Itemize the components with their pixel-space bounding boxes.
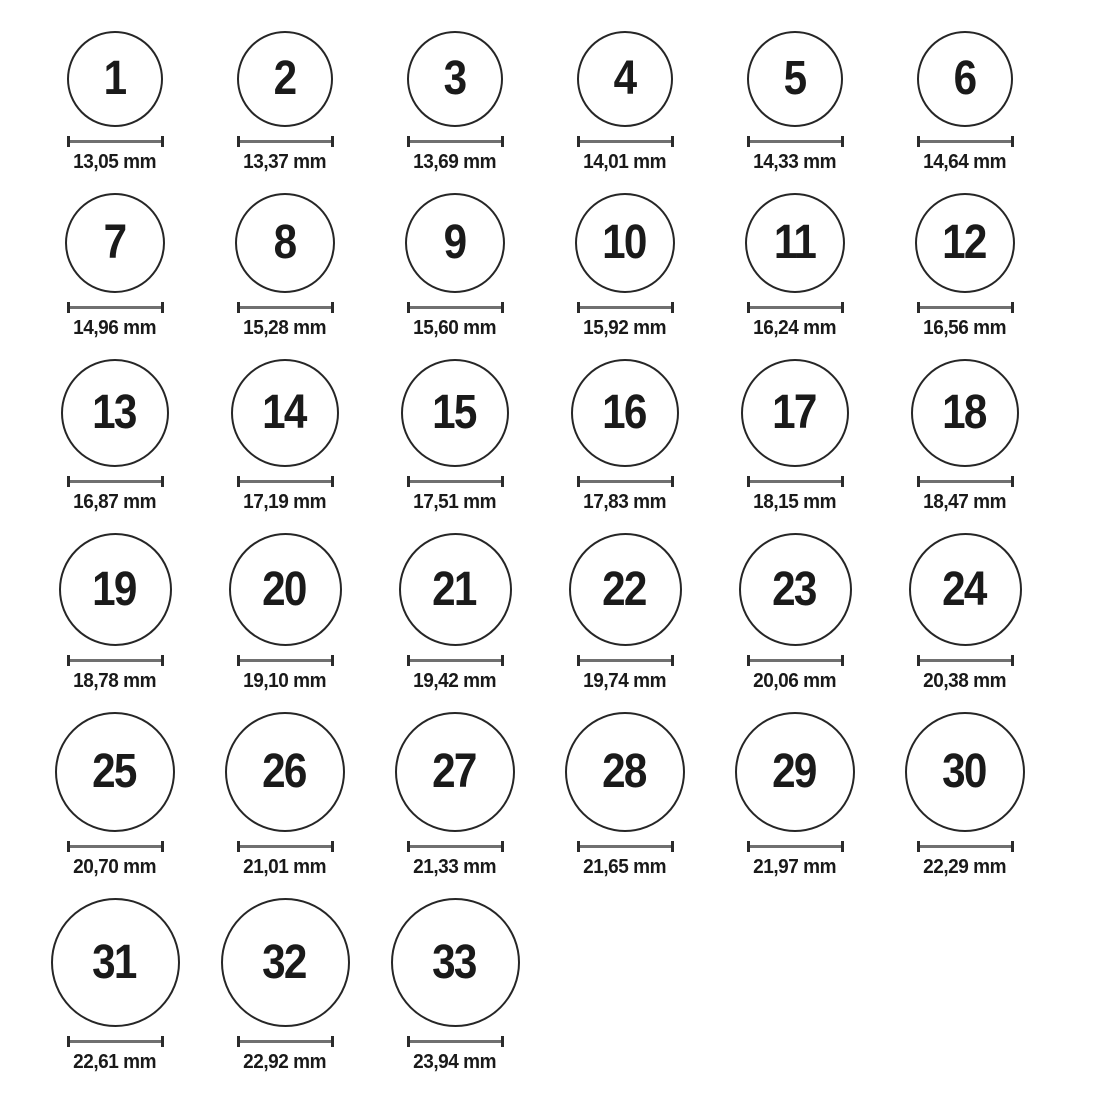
diameter-measure-line	[407, 302, 504, 313]
ring-size-cell	[405, 193, 505, 339]
ring-size-cell	[735, 712, 855, 878]
ring-circle	[401, 359, 509, 467]
ring-diameter-label: 17,51 mm	[413, 491, 497, 513]
ring-diameter-label: 22,92 mm	[243, 1051, 327, 1073]
ring-diameter-label: 13,37 mm	[243, 151, 327, 173]
diameter-measure-line	[917, 302, 1014, 313]
ring-circle	[577, 31, 673, 127]
measure-bar	[240, 659, 331, 662]
measure-bar	[240, 845, 331, 848]
ring-size-cell	[909, 533, 1022, 692]
ring-size-number: 4	[613, 52, 635, 105]
ring-diameter-label: 20,06 mm	[753, 670, 837, 692]
ring-circle	[61, 359, 169, 467]
ring-diameter-label: 19,42 mm	[413, 670, 497, 692]
ring-circle	[231, 359, 339, 467]
ring-size-number: 27	[432, 745, 476, 798]
ring-size-cell	[911, 359, 1019, 513]
chart-row	[30, 533, 1100, 692]
ring-circle	[55, 712, 175, 832]
chart-row	[30, 31, 1100, 173]
measure-bar	[70, 845, 161, 848]
ring-circle	[225, 712, 345, 832]
ring-circle	[575, 193, 675, 293]
measure-bar	[410, 306, 501, 309]
ring-circle	[915, 193, 1015, 293]
ring-size-cell	[67, 31, 164, 173]
ring-circle	[59, 533, 172, 646]
ring-circle	[395, 712, 515, 832]
ring-size-number: 13	[92, 386, 136, 439]
diameter-measure-line	[67, 1036, 164, 1047]
ring-diameter-label: 15,28 mm	[243, 317, 327, 339]
ring-diameter-label: 13,05 mm	[73, 151, 157, 173]
ring-size-cell	[231, 359, 339, 513]
measure-bar	[920, 140, 1011, 143]
ring-diameter-label: 18,47 mm	[923, 491, 1007, 513]
ring-size-number: 22	[602, 562, 646, 616]
measure-bar	[750, 306, 841, 309]
diameter-measure-line	[237, 1036, 334, 1047]
measure-bar	[750, 140, 841, 143]
diameter-measure-line	[67, 136, 164, 147]
ring-size-cell	[391, 898, 520, 1073]
ring-diameter-label: 19,74 mm	[583, 670, 667, 692]
ring-size-number: 7	[103, 216, 125, 269]
ring-size-cell	[571, 359, 679, 513]
ring-size-number: 17	[772, 386, 816, 439]
ring-circle	[405, 193, 505, 293]
measure-bar	[580, 306, 671, 309]
ring-size-number: 32	[262, 935, 306, 989]
ring-size-number: 24	[942, 562, 986, 616]
ring-circle	[739, 533, 852, 646]
ring-circle	[917, 31, 1013, 127]
ring-circle	[221, 898, 350, 1027]
ring-diameter-label: 17,19 mm	[243, 491, 327, 513]
ring-circle	[407, 31, 503, 127]
ring-size-cell	[229, 533, 342, 692]
diameter-measure-line	[67, 655, 164, 666]
ring-circle	[391, 898, 520, 1027]
ring-diameter-label: 16,24 mm	[753, 317, 837, 339]
ring-diameter-label: 21,33 mm	[413, 856, 497, 878]
ring-size-cell	[235, 193, 335, 339]
diameter-measure-line	[407, 655, 504, 666]
ring-circle	[747, 31, 843, 127]
diameter-measure-line	[747, 136, 844, 147]
ring-size-cell	[407, 31, 504, 173]
ring-size-cell	[221, 898, 350, 1073]
ring-size-number: 29	[772, 745, 816, 798]
ring-size-cell	[565, 712, 685, 878]
measure-bar	[750, 845, 841, 848]
chart-row	[30, 898, 1100, 1073]
ring-size-cell	[51, 898, 180, 1073]
diameter-measure-line	[67, 476, 164, 487]
measure-bar	[70, 140, 161, 143]
ring-circle	[237, 31, 333, 127]
diameter-measure-line	[577, 841, 674, 852]
chart-row	[30, 712, 1100, 878]
ring-size-number: 19	[92, 562, 136, 616]
diameter-measure-line	[577, 476, 674, 487]
ring-circle	[229, 533, 342, 646]
ring-diameter-label: 18,15 mm	[753, 491, 837, 513]
ring-circle	[51, 898, 180, 1027]
measure-bar	[410, 659, 501, 662]
ring-size-number: 31	[92, 935, 136, 989]
ring-size-cell	[569, 533, 682, 692]
ring-diameter-label: 14,96 mm	[73, 317, 157, 339]
ring-diameter-label: 19,10 mm	[243, 670, 327, 692]
ring-diameter-label: 21,65 mm	[583, 856, 667, 878]
ring-diameter-label: 21,01 mm	[243, 856, 327, 878]
ring-diameter-label: 16,56 mm	[923, 317, 1007, 339]
measure-bar	[920, 659, 1011, 662]
diameter-measure-line	[577, 136, 674, 147]
ring-size-number: 20	[262, 562, 306, 616]
ring-size-cell	[59, 533, 172, 692]
ring-diameter-label: 21,97 mm	[753, 856, 837, 878]
measure-bar	[240, 140, 331, 143]
ring-circle	[571, 359, 679, 467]
diameter-measure-line	[577, 302, 674, 313]
ring-size-cell	[745, 193, 845, 339]
ring-circle	[65, 193, 165, 293]
ring-circle	[745, 193, 845, 293]
ring-diameter-label: 15,92 mm	[583, 317, 667, 339]
ring-diameter-label: 23,94 mm	[413, 1051, 497, 1073]
ring-circle	[741, 359, 849, 467]
ring-size-number: 30	[942, 745, 986, 798]
ring-circle	[911, 359, 1019, 467]
ring-circle	[565, 712, 685, 832]
measure-bar	[750, 659, 841, 662]
ring-size-number: 28	[602, 745, 646, 798]
ring-diameter-label: 20,70 mm	[73, 856, 157, 878]
ring-size-cell	[741, 359, 849, 513]
diameter-measure-line	[917, 476, 1014, 487]
diameter-measure-line	[67, 841, 164, 852]
ring-diameter-label: 22,61 mm	[73, 1051, 157, 1073]
ring-size-number: 2	[273, 52, 295, 105]
diameter-measure-line	[237, 655, 334, 666]
diameter-measure-line	[67, 302, 164, 313]
ring-circle	[909, 533, 1022, 646]
ring-size-number: 9	[443, 216, 465, 269]
ring-diameter-label: 14,33 mm	[753, 151, 837, 173]
ring-size-number: 11	[773, 216, 815, 269]
ring-size-cell	[401, 359, 509, 513]
ring-diameter-label: 20,38 mm	[923, 670, 1007, 692]
diameter-measure-line	[237, 841, 334, 852]
ring-diameter-label: 14,01 mm	[583, 151, 667, 173]
measure-bar	[580, 845, 671, 848]
ring-size-number: 8	[273, 216, 295, 269]
measure-bar	[410, 845, 501, 848]
measure-bar	[920, 306, 1011, 309]
measure-bar	[410, 480, 501, 483]
measure-bar	[580, 480, 671, 483]
measure-bar	[580, 659, 671, 662]
ring-size-cell	[395, 712, 515, 878]
ring-size-number: 25	[92, 745, 136, 798]
measure-bar	[240, 1040, 331, 1043]
diameter-measure-line	[237, 136, 334, 147]
ring-circle	[735, 712, 855, 832]
diameter-measure-line	[917, 136, 1014, 147]
measure-bar	[410, 1040, 501, 1043]
ring-diameter-label: 17,83 mm	[583, 491, 667, 513]
ring-size-number: 3	[443, 52, 465, 105]
diameter-measure-line	[917, 841, 1014, 852]
ring-size-cell	[55, 712, 175, 878]
diameter-measure-line	[747, 476, 844, 487]
ring-diameter-label: 22,29 mm	[923, 856, 1007, 878]
ring-size-number: 23	[772, 562, 816, 616]
ring-size-cell	[905, 712, 1025, 878]
diameter-measure-line	[747, 655, 844, 666]
ring-size-number: 5	[783, 52, 805, 105]
ring-size-number: 26	[262, 745, 306, 798]
ring-diameter-label: 18,78 mm	[73, 670, 157, 692]
ring-size-cell	[577, 31, 674, 173]
ring-size-cell	[61, 359, 169, 513]
ring-size-number: 1	[103, 52, 125, 105]
measure-bar	[240, 480, 331, 483]
diameter-measure-line	[237, 302, 334, 313]
ring-size-cell	[399, 533, 512, 692]
ring-size-number: 18	[942, 386, 986, 439]
measure-bar	[410, 140, 501, 143]
ring-diameter-label: 14,64 mm	[923, 151, 1007, 173]
diameter-measure-line	[577, 655, 674, 666]
ring-size-number: 10	[602, 216, 646, 269]
ring-size-number: 33	[432, 935, 476, 989]
ring-size-number: 16	[602, 386, 646, 439]
measure-bar	[70, 306, 161, 309]
chart-row	[30, 359, 1100, 513]
diameter-measure-line	[747, 841, 844, 852]
measure-bar	[70, 1040, 161, 1043]
ring-circle	[905, 712, 1025, 832]
ring-size-cell	[917, 31, 1014, 173]
ring-size-number: 21	[432, 562, 476, 616]
ring-size-cell	[225, 712, 345, 878]
ring-size-number: 6	[953, 52, 975, 105]
ring-size-cell	[747, 31, 844, 173]
measure-bar	[750, 480, 841, 483]
measure-bar	[920, 480, 1011, 483]
ring-circle	[235, 193, 335, 293]
ring-diameter-label: 13,69 mm	[413, 151, 497, 173]
ring-size-cell	[65, 193, 165, 339]
diameter-measure-line	[407, 476, 504, 487]
ring-size-cell	[237, 31, 334, 173]
diameter-measure-line	[917, 655, 1014, 666]
measure-bar	[920, 845, 1011, 848]
ring-size-number: 12	[942, 216, 986, 269]
ring-size-number: 15	[432, 386, 476, 439]
ring-size-cell	[739, 533, 852, 692]
measure-bar	[70, 480, 161, 483]
diameter-measure-line	[407, 136, 504, 147]
ring-circle	[569, 533, 682, 646]
ring-size-cell	[575, 193, 675, 339]
ring-diameter-label: 16,87 mm	[73, 491, 157, 513]
measure-bar	[580, 140, 671, 143]
diameter-measure-line	[407, 1036, 504, 1047]
ring-size-number: 14	[262, 386, 306, 439]
chart-row	[30, 193, 1100, 339]
ring-circle	[399, 533, 512, 646]
measure-bar	[70, 659, 161, 662]
diameter-measure-line	[407, 841, 504, 852]
ring-circle	[67, 31, 163, 127]
measure-bar	[240, 306, 331, 309]
diameter-measure-line	[237, 476, 334, 487]
diameter-measure-line	[747, 302, 844, 313]
ring-size-cell	[915, 193, 1015, 339]
ring-diameter-label: 15,60 mm	[413, 317, 497, 339]
